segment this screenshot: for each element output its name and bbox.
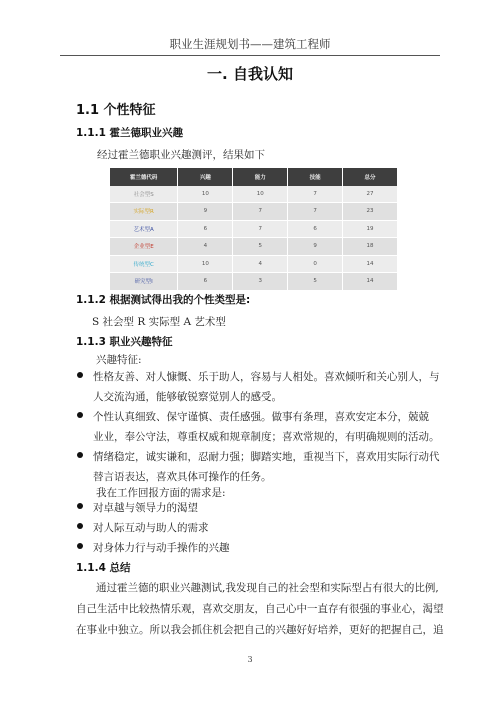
table-cell: 14	[343, 273, 398, 291]
header-divider	[60, 55, 440, 56]
table-cell: 14	[343, 256, 398, 274]
table-cell: 5	[288, 273, 343, 291]
table-cell: 18	[343, 238, 398, 256]
table-cell: 0	[288, 256, 343, 274]
table-cell: 10	[178, 256, 233, 274]
table-cell: 19	[343, 221, 398, 239]
personality-types: S 社会型 R 实际型 A 艺术型	[92, 316, 226, 328]
section-title: 1.1 个性特征	[76, 103, 156, 118]
table-row	[110, 221, 398, 239]
table-cell: 4	[178, 238, 233, 256]
table-cell: 23	[343, 203, 398, 221]
table-header-cell: 技能	[288, 168, 343, 187]
assessment-intro: 经过霍兰德职业兴趣测评，结果如下	[97, 149, 265, 161]
bullet-icon	[77, 503, 83, 509]
needs-label: 我在工作回报方面的需求是:	[96, 487, 226, 499]
table-cell: 10	[233, 186, 288, 204]
list-item: 对人际互动与助人的需求	[76, 518, 230, 538]
bullet-icon	[77, 412, 83, 418]
table-row	[110, 186, 398, 204]
table-header-cell: 霍兰德代码	[110, 168, 178, 187]
bullet-icon	[77, 372, 83, 378]
list-item: 对卓越与领导力的渴望	[76, 498, 230, 518]
table-row	[110, 238, 398, 256]
table-header-row	[110, 168, 398, 186]
subsection-heading-1-1-3: 1.1.3 职业兴趣特征	[76, 336, 173, 348]
subsection-heading-1-1-2: 1.1.2 根据测试得出我的个性类型是:	[76, 294, 251, 306]
table-row	[110, 273, 398, 291]
table-cell: 4	[233, 256, 288, 274]
bullet-icon	[77, 523, 83, 529]
table-header-cell: 能力	[233, 168, 288, 187]
table-cell-code: 艺术型A	[110, 221, 178, 239]
list-item: 情绪稳定，诚实谦和，忍耐力强；脚踏实地，重视当下，喜欢用实际行动代 替言语表达，喜欢具体可操作的任务。	[76, 447, 440, 487]
table-header-cell: 总分	[343, 168, 398, 187]
table-cell-code: 企业型E	[110, 238, 178, 256]
page-number: 3	[247, 655, 253, 664]
table-cell: 7	[233, 221, 288, 239]
table-cell: 7	[233, 203, 288, 221]
traits-list	[76, 367, 440, 487]
table-cell-code: 研究型I	[110, 273, 178, 291]
holland-results-table	[110, 168, 398, 291]
table-cell: 9	[178, 203, 233, 221]
summary-line: 通过霍兰德的职业兴趣测试,我发现自己的社会型和实际型占有很大的比例,	[96, 582, 439, 594]
table-cell: 7	[288, 203, 343, 221]
table-header-cell: 兴趣	[178, 168, 233, 187]
list-item: 个性认真细致、保守谨慎、责任感强。做事有条理，喜欢安定本分，兢兢 业业，奉公守法，尊重权威和规章制度；喜欢常规的，有明确规则的活动。	[76, 407, 440, 447]
bullet-icon	[77, 543, 83, 549]
table-cell: 9	[288, 238, 343, 256]
subsection-heading-1-1-1: 1.1.1 霍兰德职业兴趣	[76, 127, 184, 139]
list-item: 对身体力行与动手操作的兴趣	[76, 538, 230, 558]
subsection-heading-1-1-4: 1.1.4 总结	[76, 562, 131, 574]
table-row	[110, 203, 398, 221]
table-row	[110, 256, 398, 274]
table-cell-code: 传统型C	[110, 256, 178, 274]
chapter-title: 一. 自我认知	[207, 65, 293, 83]
table-cell: 7	[288, 186, 343, 204]
table-body	[110, 186, 398, 291]
table-cell: 5	[233, 238, 288, 256]
table-cell: 6	[288, 221, 343, 239]
summary-line: 在事业中独立。所以我会抓住机会把自己的兴趣好好培养，更好的把握自己，追	[76, 624, 444, 636]
running-header: 职业生涯规划书——建筑工程师	[169, 37, 331, 51]
summary-line: 自己生活中比较热情乐观，喜欢交朋友，自己心中一直存有很强的事业心，渴望	[76, 603, 444, 615]
table-cell: 27	[343, 186, 398, 204]
needs-list	[76, 498, 230, 558]
bullet-icon	[77, 452, 83, 458]
table-cell: 6	[178, 221, 233, 239]
table-cell: 10	[178, 186, 233, 204]
table-cell-code: 实际型R	[110, 203, 178, 221]
table-cell-code: 社会型S	[110, 186, 178, 204]
traits-label: 兴趣特征:	[96, 354, 142, 366]
table-cell: 6	[178, 273, 233, 291]
list-item: 性格友善、对人慷慨、乐于助人，容易与人相处。喜欢倾听和关心别人，与 人交流沟通，能够敏锐察觉别人的感受。	[76, 367, 440, 407]
table-cell: 3	[233, 273, 288, 291]
